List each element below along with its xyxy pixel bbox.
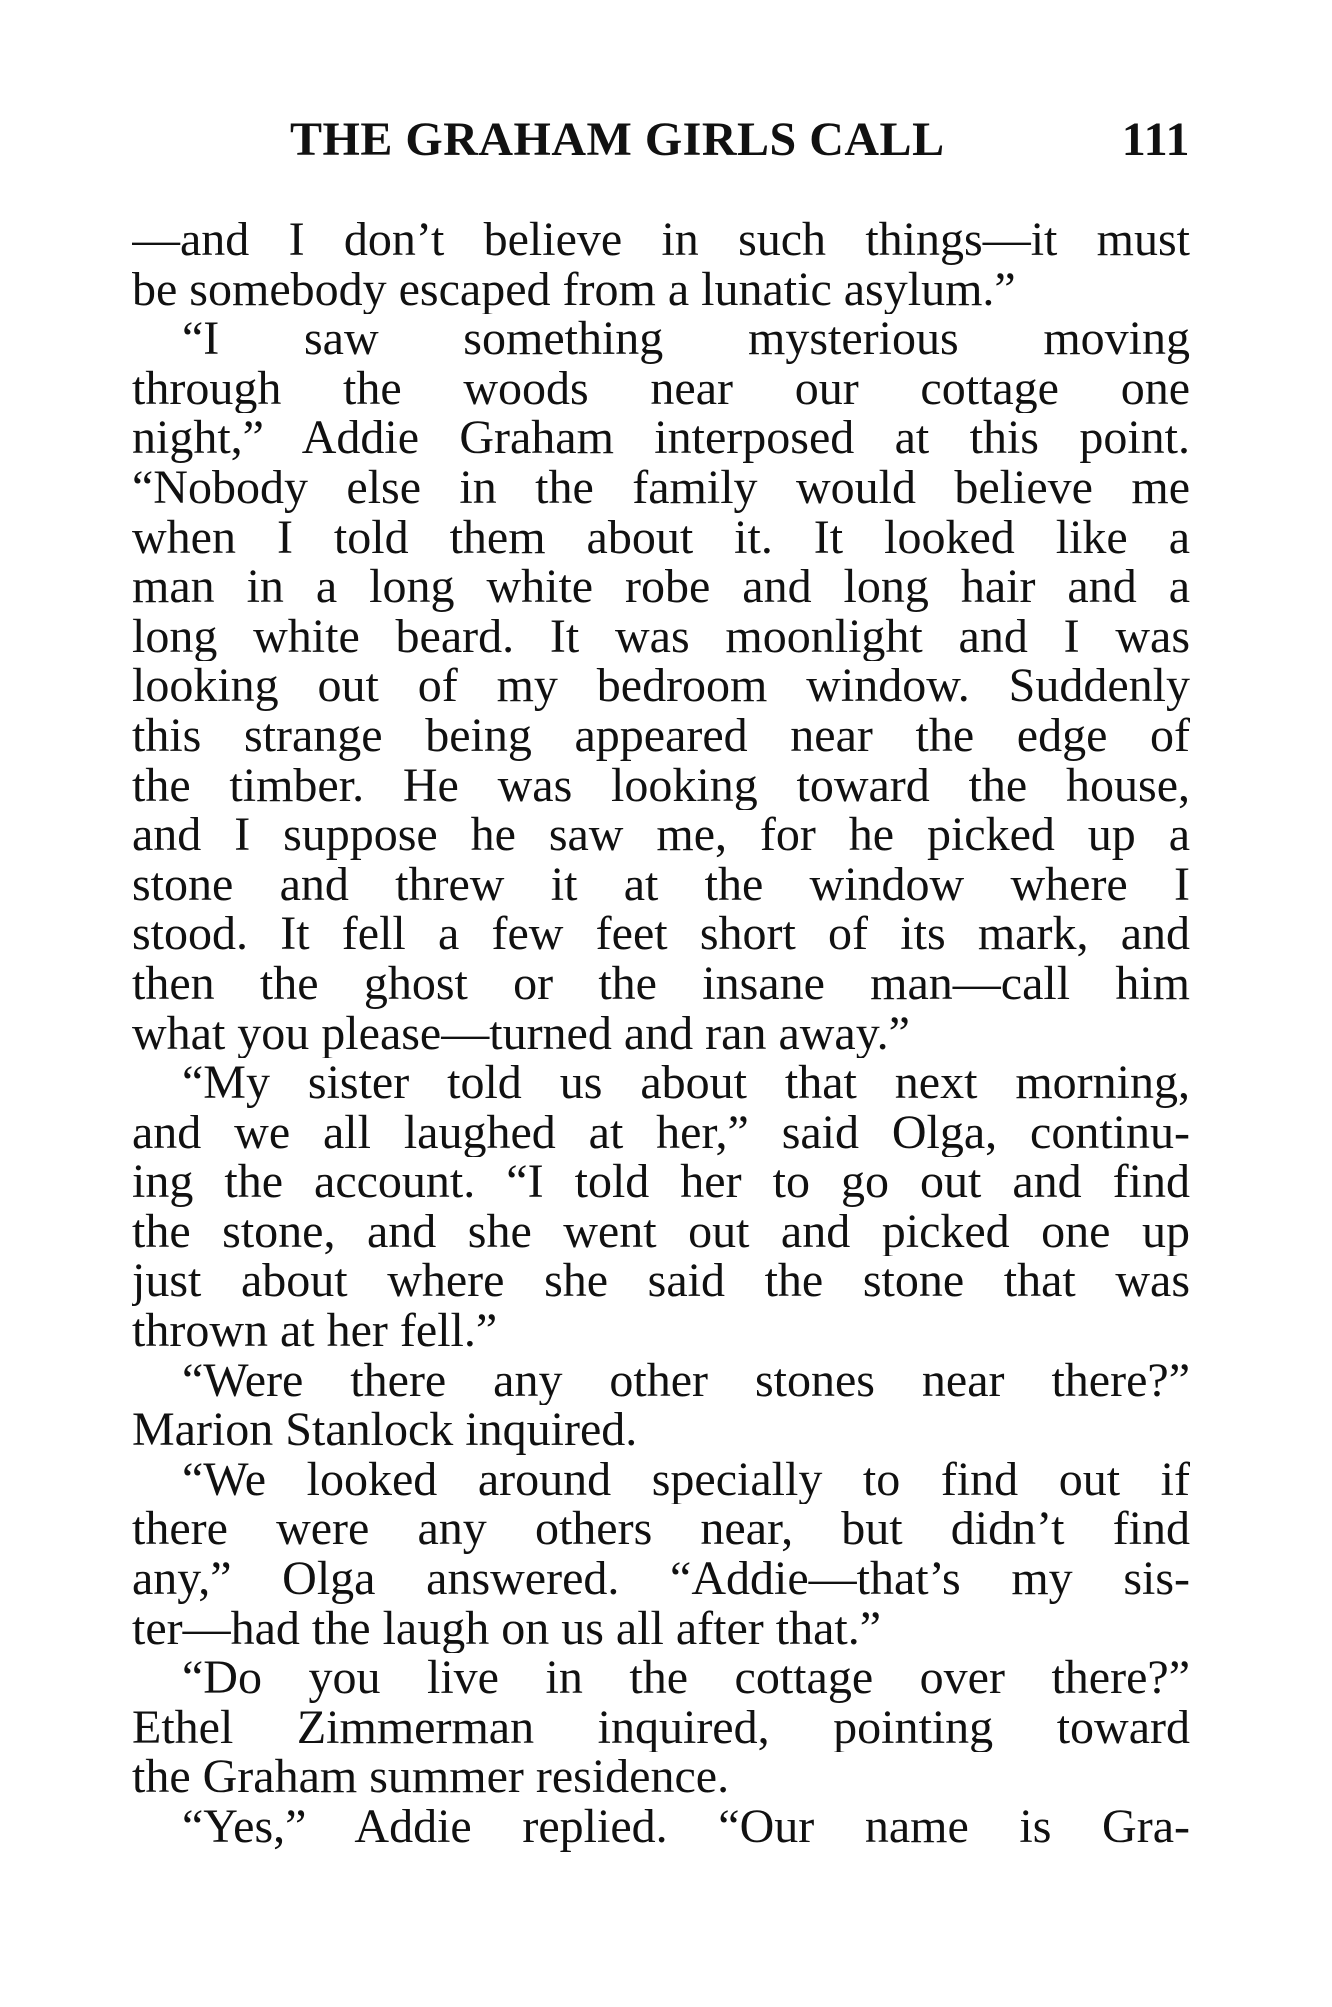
text-line: when I told them about it. It looked like a — [132, 512, 1190, 563]
text-line: stood. It fell a few feet short of its mark, and — [132, 909, 1190, 959]
text-line: then the ghost or the insane man—call him — [132, 958, 1190, 1009]
text-line: “Were there any other stones near there?” — [182, 1355, 1190, 1406]
text-line: ter—had the laugh on us all after that.” — [132, 1603, 882, 1654]
page-number: 111 — [1121, 113, 1190, 166]
text-line: “Yes,” Addie replied. “Our name is Gra- — [182, 1802, 1190, 1852]
text-line: man in a long white robe and long hair and a — [132, 562, 1190, 612]
text-line: Marion Stanlock inquired. — [132, 1405, 638, 1455]
text-line: this strange being appeared near the edge of — [132, 710, 1190, 761]
text-line: ing the account. “I told her to go out and find — [132, 1157, 1190, 1207]
text-line: “Do you live in the cottage over there?” — [182, 1653, 1190, 1703]
text-line: looking out of my bedroom window. Suddenly — [132, 661, 1190, 711]
text-line: just about where she said the stone that was — [132, 1256, 1190, 1307]
text-line: “I saw something mysterious moving — [182, 314, 1190, 364]
text-line: and I suppose he saw me, for he picked up a — [132, 810, 1190, 860]
text-line: and we all laughed at her,” said Olga, continu- — [132, 1107, 1190, 1158]
text-line: what you please—turned and ran away.” — [132, 1008, 910, 1059]
text-line: “Nobody else in the family would believe me — [132, 462, 1190, 513]
text-line: “My sister told us about that next morning, — [182, 1058, 1190, 1108]
running-head — [290, 112, 1190, 172]
chapter-title: THE GRAHAM GIRLS CALL — [290, 113, 945, 166]
text-line: any,” Olga answered. “Addie—that’s my sis- — [132, 1554, 1190, 1604]
text-line: be somebody escaped from a lunatic asylum.” — [132, 264, 1016, 315]
text-line: Ethel Zimmerman inquired, pointing toward — [132, 1702, 1190, 1753]
text-line: long white beard. It was moonlight and I was — [132, 611, 1190, 662]
text-line: “We looked around specially to find out if — [182, 1454, 1190, 1505]
text-line: stone and threw it at the window where I — [132, 859, 1190, 910]
text-line: through the woods near our cottage one — [132, 363, 1190, 414]
text-line: there were any others near, but didn’t find — [132, 1504, 1190, 1555]
text-line: night,” Addie Graham interposed at this point. — [132, 413, 1190, 463]
text-line: the timber. He was looking toward the house, — [132, 760, 1190, 811]
text-line: the Graham summer residence. — [132, 1752, 730, 1802]
text-line: —and I don’t believe in such things—it must — [132, 215, 1190, 265]
text-line: the stone, and she went out and picked one up — [132, 1206, 1190, 1257]
body-text — [132, 215, 1190, 1852]
text-line: thrown at her fell.” — [132, 1306, 498, 1356]
